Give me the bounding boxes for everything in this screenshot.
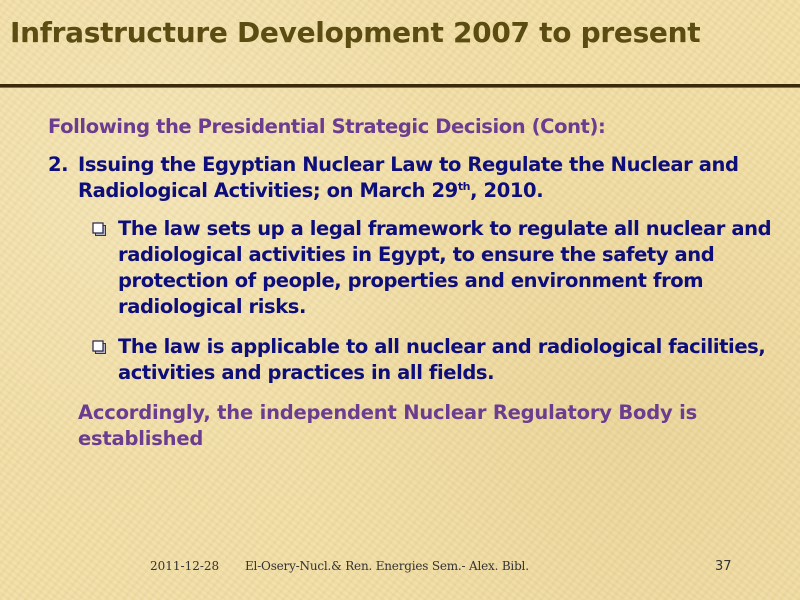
- numbered-item: [48, 152, 778, 204]
- item-text-end: , 2010.: [470, 179, 544, 202]
- bullet-text: The law is applicable to all nuclear and radiological facilities, activities and practices in all fields.: [118, 335, 766, 384]
- footer-text: El-Osery-Nucl.& Ren. Energies Sem.- Alex. Bibl.: [245, 559, 529, 573]
- checkbox-square-icon: [92, 222, 107, 237]
- conclusion-text: Accordingly, the independent Nuclear Regulatory Body is established: [78, 401, 697, 450]
- bullet-item: [78, 216, 778, 320]
- item-text-main: Issuing the Egyptian Nuclear Law to Regulate the Nuclear and Radiological Activities; on March 29: [78, 153, 739, 202]
- bullet-text: The law sets up a legal framework to regulate all nuclear and radiological activities in Egypt, to ensure the safety and protection of people, properties and environment from radiological risks.: [118, 217, 772, 318]
- title-divider: [0, 84, 800, 88]
- page-number: 37: [715, 559, 732, 574]
- checkbox-square-icon: [92, 340, 107, 355]
- item-text-superscript: th: [457, 180, 471, 193]
- footer-date: 2011-12-28: [150, 559, 220, 573]
- item-number: 2.: [48, 153, 69, 176]
- section-heading: Following the Presidential Strategic Decision (Cont):: [48, 115, 606, 138]
- item-text: [78, 153, 739, 202]
- slide-title: Infrastructure Development 2007 to present: [10, 16, 701, 49]
- bullet-item: [78, 334, 778, 386]
- slide-content: [48, 114, 778, 452]
